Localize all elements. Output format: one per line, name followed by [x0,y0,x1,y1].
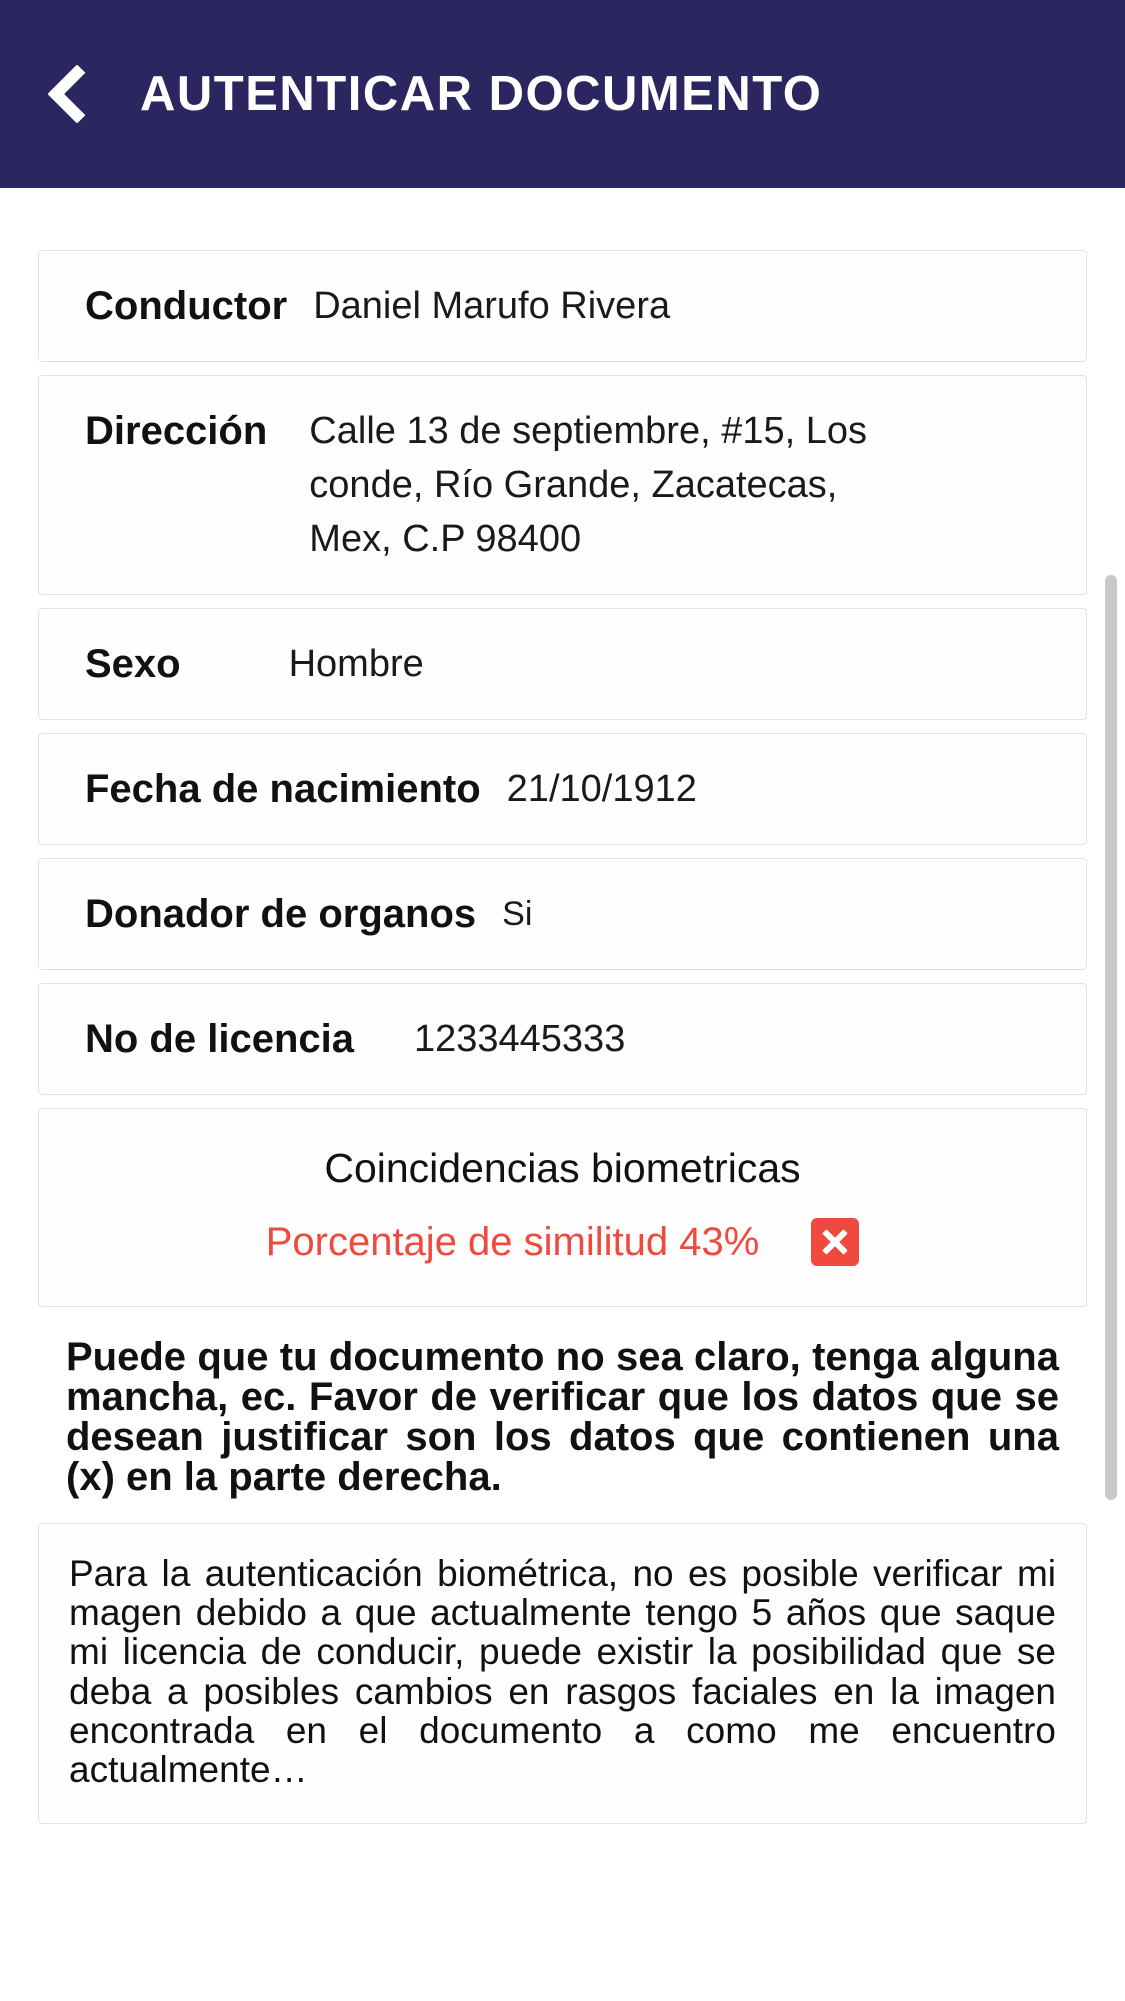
field-label: Fecha de nacimiento [85,767,481,811]
page-title: AUTENTICAR DOCUMENTO [140,67,823,121]
field-value: 21/10/1912 [506,768,697,810]
field-value: 1233445333 [413,1018,626,1060]
field-row-no-licencia [38,983,1087,1095]
biometric-result-row [79,1218,1046,1266]
x-mark-icon [811,1218,859,1266]
field-label: Conductor [85,284,288,328]
justification-text: Para la autenticación biométrica, no es posible verificar mi magen debido a que actualmente tengo 5 años que saque mi licencia de conducir, puede existir la posibilidad que se deba a posibles cambios en rasgos faciales en la imagen encontrada en el documento a como me encuentro actualmente… [69,1553,1056,1791]
biometric-match-card [38,1108,1087,1307]
field-label: No de licencia [85,1017,354,1061]
field-row-sexo [38,608,1087,720]
similarity-percentage: Porcentaje de similitud 43% [265,1219,760,1264]
field-row-conductor [38,250,1087,362]
content-area [0,188,1125,1824]
vertical-scrollbar[interactable] [1105,575,1117,1500]
field-value: Daniel Marufo Rivera [313,285,671,327]
field-value: Si [502,895,533,933]
field-row-fecha-nacimiento [38,733,1087,845]
field-label: Sexo [85,642,181,686]
field-value: Calle 13 de septiembre, #15, Los conde, Río Grande, Zacatecas, Mex, C.P 98400 [309,410,867,560]
back-button[interactable] [0,0,140,188]
field-label: Dirección [85,409,268,453]
biometric-title: Coincidencias biometricas [324,1145,801,1191]
field-row-direccion [38,375,1087,595]
field-value: Hombre [288,643,424,685]
field-row-donador-organos [38,858,1087,970]
app-header [0,0,1125,188]
warning-note: Puede que tu documento no sea claro, tenga alguna mancha, ec. Favor de verificar que los datos que se desean justificar son los datos que contienen una (x) en la parte derecha. [66,1335,1059,1499]
field-label: Donador de organos [85,892,477,936]
justification-textbox[interactable] [38,1523,1087,1824]
chevron-left-icon [47,64,106,123]
